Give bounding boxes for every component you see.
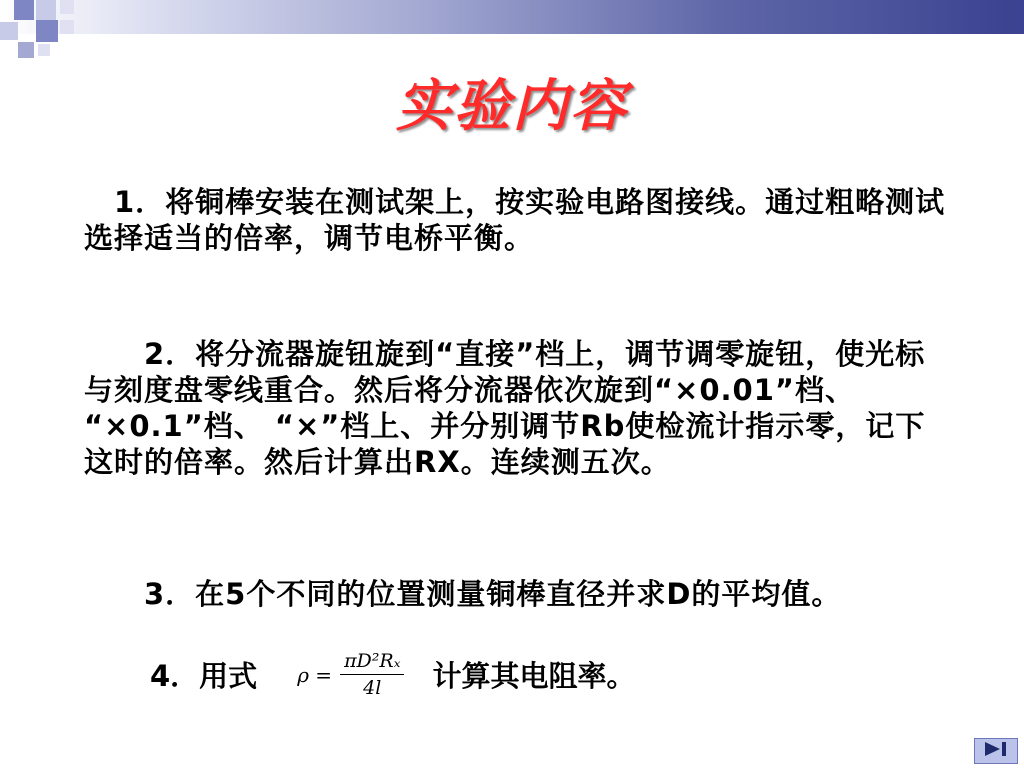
step-4-suffix: 计算其电阻率。 <box>432 659 636 693</box>
play-next-end-icon <box>981 740 1011 762</box>
resistivity-formula <box>297 650 404 699</box>
decor-square <box>60 20 74 34</box>
decor-square <box>36 0 56 20</box>
decor-square <box>38 44 50 56</box>
slide-title: 实验内容 <box>396 73 628 139</box>
decor-square <box>18 42 34 58</box>
header-gradient-bar <box>0 0 1024 34</box>
step-1: 1．将铜棒安装在测试架上，按实验电路图接线。通过粗略测试选择适当的倍率，调节电桥平衡。 <box>84 185 946 255</box>
step-3: 3．在5个不同的位置测量铜棒直径并求D的平均值。 <box>84 577 842 611</box>
step-4 <box>150 650 635 699</box>
decor-square <box>0 22 18 40</box>
decor-square <box>14 0 34 20</box>
step-4-prefix: 4．用式 <box>150 659 258 693</box>
decor-square <box>36 20 58 42</box>
formula-fraction <box>340 650 404 699</box>
step-2: 2．将分流器旋钮旋到“直接”档上，调节调零旋钮，使光标与刻度盘零线重合。然后将分流器依次旋到“×0.01”档、 “×0.1”档、 “×”档上、并分别调节Rb使检流计指示零，记下这时的倍率。然后计算出RX。连续测五次。 <box>84 337 926 479</box>
formula-denominator: 4l <box>363 677 382 699</box>
formula-numerator: πD²Rₓ <box>340 650 404 675</box>
next-slide-button[interactable] <box>974 738 1018 764</box>
formula-lhs: ρ = <box>297 662 333 687</box>
decor-square <box>60 0 74 14</box>
